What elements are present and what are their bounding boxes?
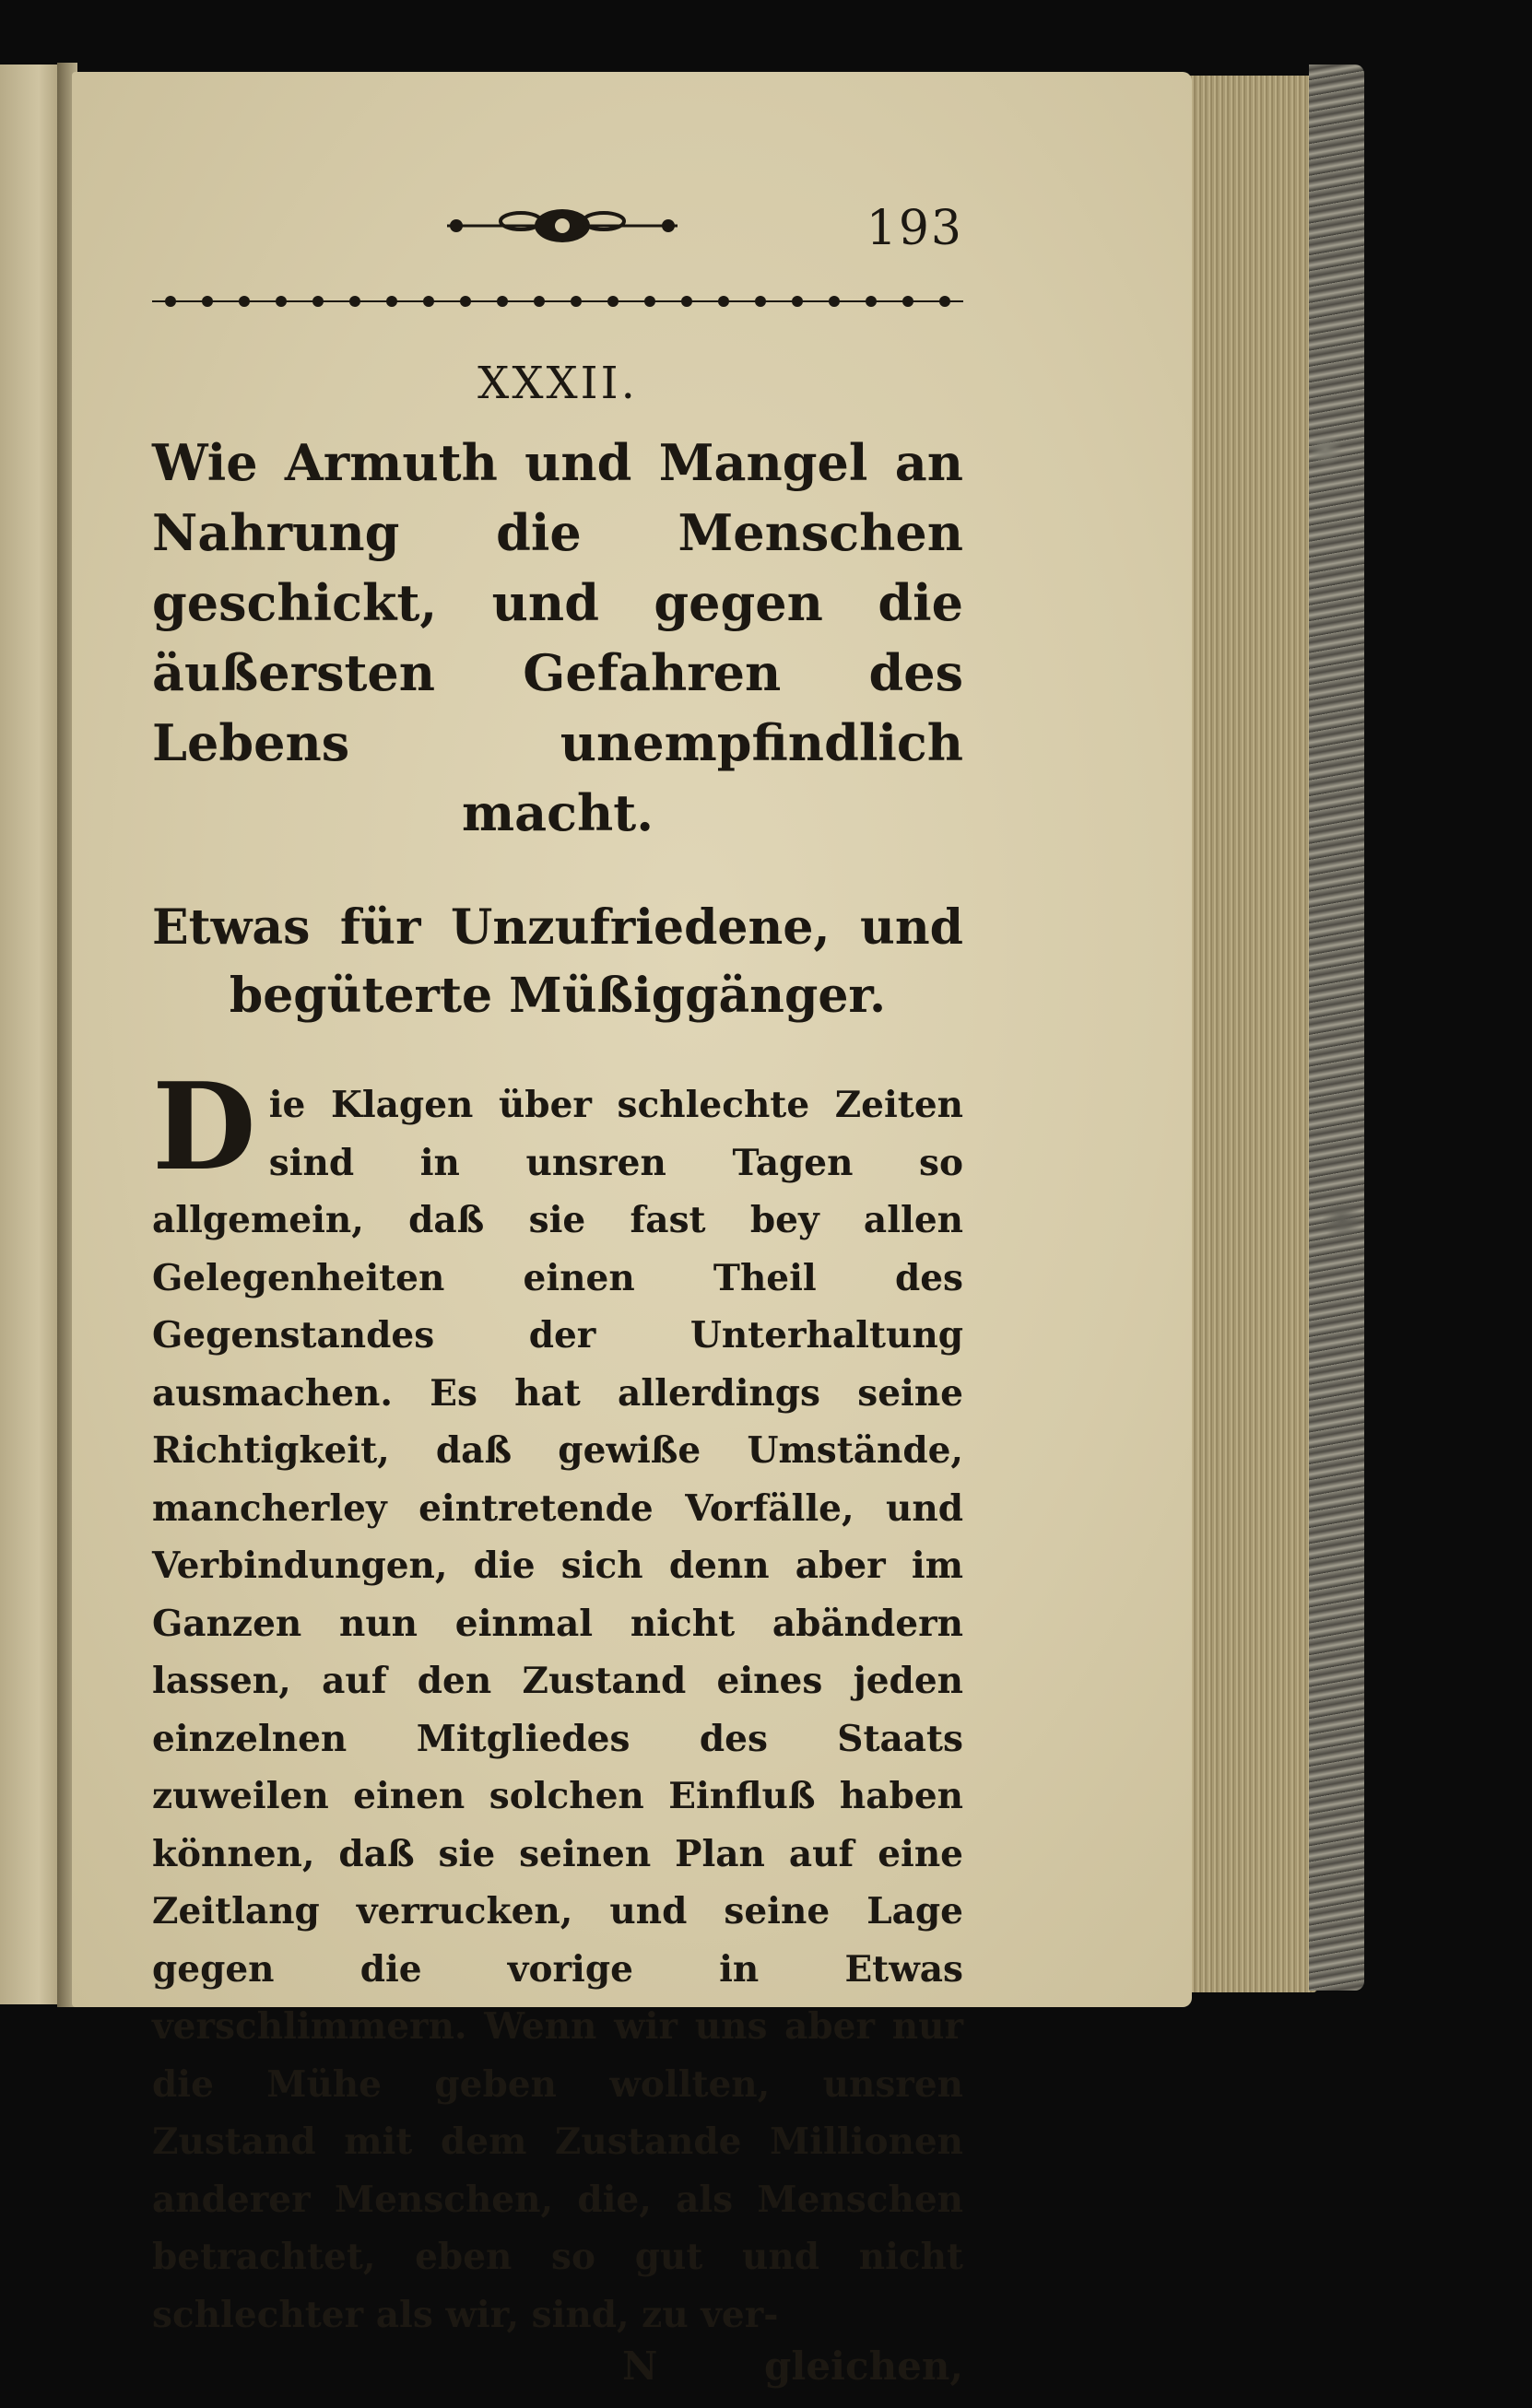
marbled-cover <box>1309 65 1364 1991</box>
catchword: gleichen, <box>764 2343 963 2389</box>
chapter-subtitle: Etwas für Unzufriedene, und begüterte Müßiggänger. <box>152 899 963 1024</box>
body-text: ie Klagen über schlechte Zeiten sind in unsren Tagen so allgemein, daß sie fast bey allen Gelegenheiten einen Theil des Gegenstandes der Unterhaltung ausmachen. Es hat allerdings seine Richtigkeit, daß gewiße Umstände, mancherley eintretende Vorfälle, und Verbindungen, die sich denn aber im Ganzen nun einmal nicht abändern lassen, auf den Zustand eines jeden einzelnen Mitgliedes des Staats zuweilen einen solchen Einfluß haben können, daß sie seinen Plan auf eine Zeitlang verrucken, und seine Lage gegen die vorige in Etwas verschlimmern. Wenn wir uns aber nur die Mühe geben wollten, unsren Zustand mit dem Zustande Millionen anderer Menschen, die, als Menschen betrachtet, eben so gut und nicht schlechter als wir, sind, zu ver- <box>152 1084 963 2336</box>
ornamental-rule <box>152 286 963 317</box>
chapter-title: Wie Armuth und Mangel an Nahrung die Menschen geschickt, und gegen die äußersten Gefahren des Lebens unempfindlich macht. <box>152 433 963 842</box>
page-header <box>152 184 963 267</box>
signature-mark: N <box>622 2343 658 2389</box>
page-number: 193 <box>866 201 963 256</box>
chapter-number: XXXII. <box>477 358 638 409</box>
left-page-edge <box>0 65 65 2004</box>
page-footer <box>152 2343 963 2408</box>
page-content <box>152 184 963 2408</box>
ornamental-vignette-icon <box>438 203 687 249</box>
body-paragraph <box>152 1056 963 2343</box>
drop-cap: D <box>152 1056 256 1197</box>
page-block-edge <box>1180 76 1318 1992</box>
